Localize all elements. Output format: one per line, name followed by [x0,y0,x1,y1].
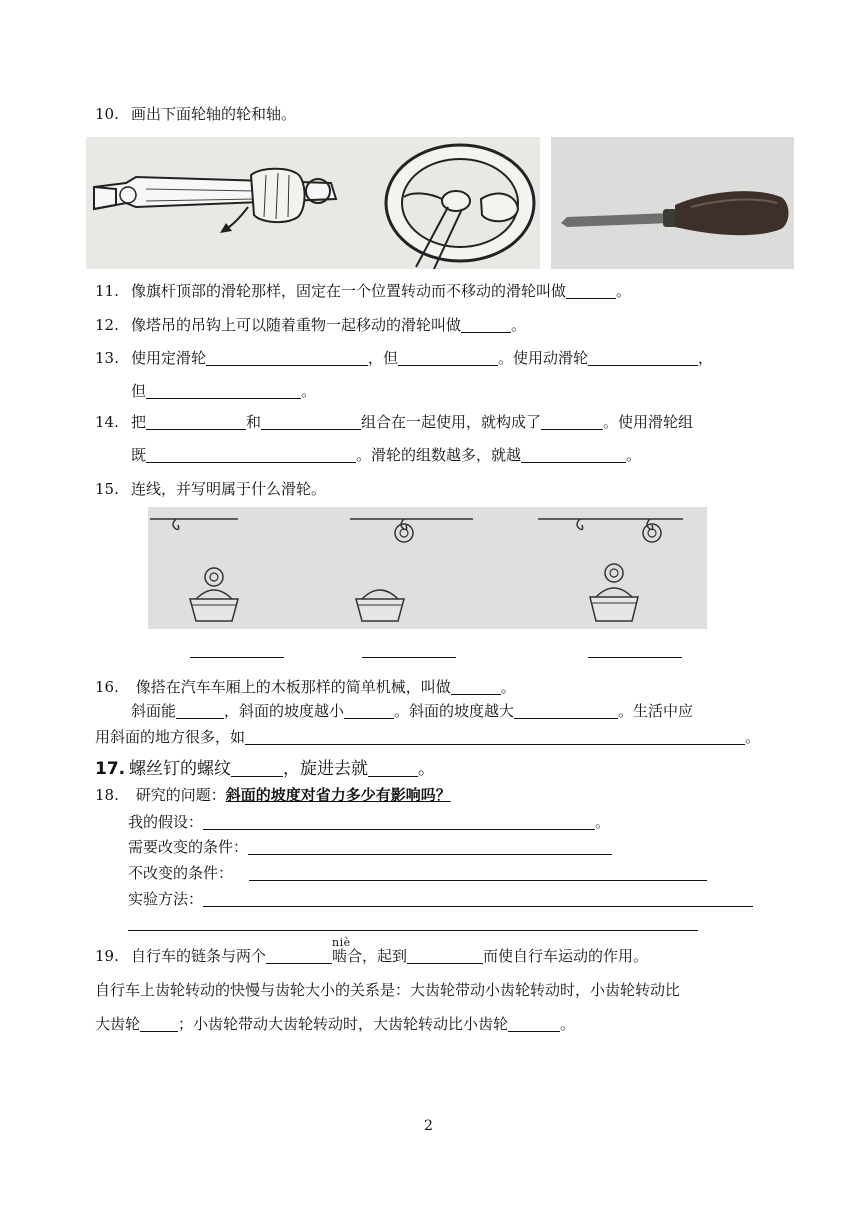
question-text: 需要改变的条件： [128,838,249,856]
answer-blank[interactable] [245,728,745,745]
answer-blank[interactable] [146,446,356,463]
punctuation: 。 [418,759,435,779]
question-number: 14. [95,413,119,431]
question-13-continued [131,381,316,401]
punctuation: 。 [500,678,516,696]
question-14 [95,412,693,432]
wrench-steering-illustration [86,137,540,269]
question-text: 既 [131,446,147,464]
answer-blank[interactable] [508,1015,560,1032]
punctuation: 。 [301,382,317,400]
question-text: 研究的问题： [135,786,226,804]
answer-blank[interactable] [407,947,483,964]
question-16 [95,677,516,697]
question-text: 我的假设： [128,813,204,831]
question-text: ，但 [368,349,399,367]
pulley-answer-line-2[interactable] [362,657,456,658]
question-number: 16. [95,678,119,696]
question-text: 斜面能 [131,702,177,720]
question-number: 12. [95,316,119,334]
pulley-answer-line-3[interactable] [588,657,682,658]
method-continuation-line[interactable] [128,930,698,931]
answer-blank[interactable] [514,702,618,719]
question-text: ，斜面的坡度越小 [224,702,345,720]
question-number: 15. [95,480,119,498]
question-text: 画出下面轮轴的轮和轴。 [131,105,297,123]
question-text: 螺丝钉的螺纹 [129,759,231,779]
question-text: 。斜面的坡度越大 [394,702,515,720]
answer-blank[interactable] [588,349,698,366]
question-18-changed-condition [128,837,612,857]
question-16-line-3 [95,727,760,747]
question-text: 使用定滑轮 [131,349,207,367]
pulley-connection-picture [148,507,707,629]
question-18-hypothesis [128,812,610,832]
punctuation: 。 [745,728,761,746]
question-number: 19. [95,947,119,965]
answer-blank[interactable] [203,813,595,830]
question-10 [95,104,296,124]
question-19-line-3 [95,1014,575,1034]
pulley-illustration [148,507,707,629]
question-text: 连线，并写明属于什么滑轮。 [131,480,327,498]
question-number: 11. [95,282,119,300]
answer-blank[interactable] [140,1015,178,1032]
question-number: 13. [95,349,119,367]
question-number: 17. [95,759,126,779]
question-18-method [128,889,753,909]
question-17 [95,759,435,779]
punctuation: 。 [560,1015,576,1033]
research-question: 斜面的坡度对省力多少有影响吗？ [225,786,451,804]
punctuation: 。 [511,316,527,334]
answer-blank[interactable] [261,413,361,430]
pinyin: niè [332,936,351,949]
question-text: 。生活中应 [618,702,694,720]
wrench-and-steering-wheel-picture [86,137,540,269]
question-19-line-2 [95,980,680,1000]
question-text: 。使用滑轮组 [603,413,694,431]
pulley-answer-line-1[interactable] [190,657,284,658]
answer-blank[interactable] [206,349,368,366]
screwdriver-picture [551,137,794,269]
question-text: ，旋进去就 [283,759,368,779]
answer-blank[interactable] [231,760,283,777]
question-19 [95,936,649,966]
screwdriver-illustration [551,137,794,269]
answer-blank[interactable] [176,702,224,719]
question-text: ；小齿轮带动大齿轮转动时，大齿轮转动比小齿轮 [178,1015,509,1033]
question-text: 但 [131,382,147,400]
question-18 [95,785,451,805]
question-text: 大齿轮 [95,1015,141,1033]
page-number: 2 [424,1118,433,1134]
answer-blank[interactable] [146,382,301,399]
question-text: 而使自行车运动的作用。 [483,947,649,965]
answer-blank[interactable] [566,282,616,299]
answer-blank[interactable] [344,702,394,719]
question-text: 像搭在汽车车厢上的木板那样的简单机械，叫做 [135,678,451,696]
question-text: 和 [246,413,262,431]
question-text: 。使用动滑轮 [498,349,589,367]
answer-blank[interactable] [266,947,332,964]
answer-blank[interactable] [203,890,753,907]
answer-blank[interactable] [249,864,707,881]
question-15 [95,479,326,499]
punctuation: 。 [595,813,611,831]
answer-blank[interactable] [451,678,501,695]
question-11 [95,281,631,301]
question-16-line-2 [131,701,693,721]
answer-blank[interactable] [398,349,498,366]
question-18-unchanged-condition [128,863,707,883]
question-12 [95,315,526,335]
answer-blank[interactable] [146,413,246,430]
question-number: 18. [95,786,119,804]
question-14-continued [131,445,641,465]
answer-blank[interactable] [541,413,603,430]
question-text: 组合在一起使用，就构成了 [361,413,542,431]
answer-blank[interactable] [461,316,511,333]
question-text: 。滑轮的组数越多，就越 [356,446,522,464]
punctuation: 。 [616,282,632,300]
question-number: 10. [95,105,119,123]
punctuation: ， [698,349,714,367]
question-13 [95,348,713,368]
question-text: 不改变的条件： [128,864,234,882]
question-text: 把 [131,413,147,431]
question-text: 像塔吊的吊钩上可以随着重物一起移动的滑轮叫做 [131,316,462,334]
answer-blank[interactable] [521,446,626,463]
pinyin-annotated-char [332,936,408,966]
answer-blank[interactable] [248,838,612,855]
answer-blank[interactable] [368,760,418,777]
punctuation: 。 [626,446,642,464]
question-text: 用斜面的地方很多，如 [95,728,246,746]
question-text: 自行车上齿轮转动的快慢与齿轮大小的关系是：大齿轮带动小齿轮转动时，小齿轮转动比 [95,981,681,999]
question-text: 实验方法： [128,890,204,908]
question-text: 自行车的链条与两个 [131,947,267,965]
question-text: 啮合，起到 [332,947,408,965]
question-text: 像旗杆顶部的滑轮那样，固定在一个位置转动而不移动的滑轮叫做 [131,282,567,300]
